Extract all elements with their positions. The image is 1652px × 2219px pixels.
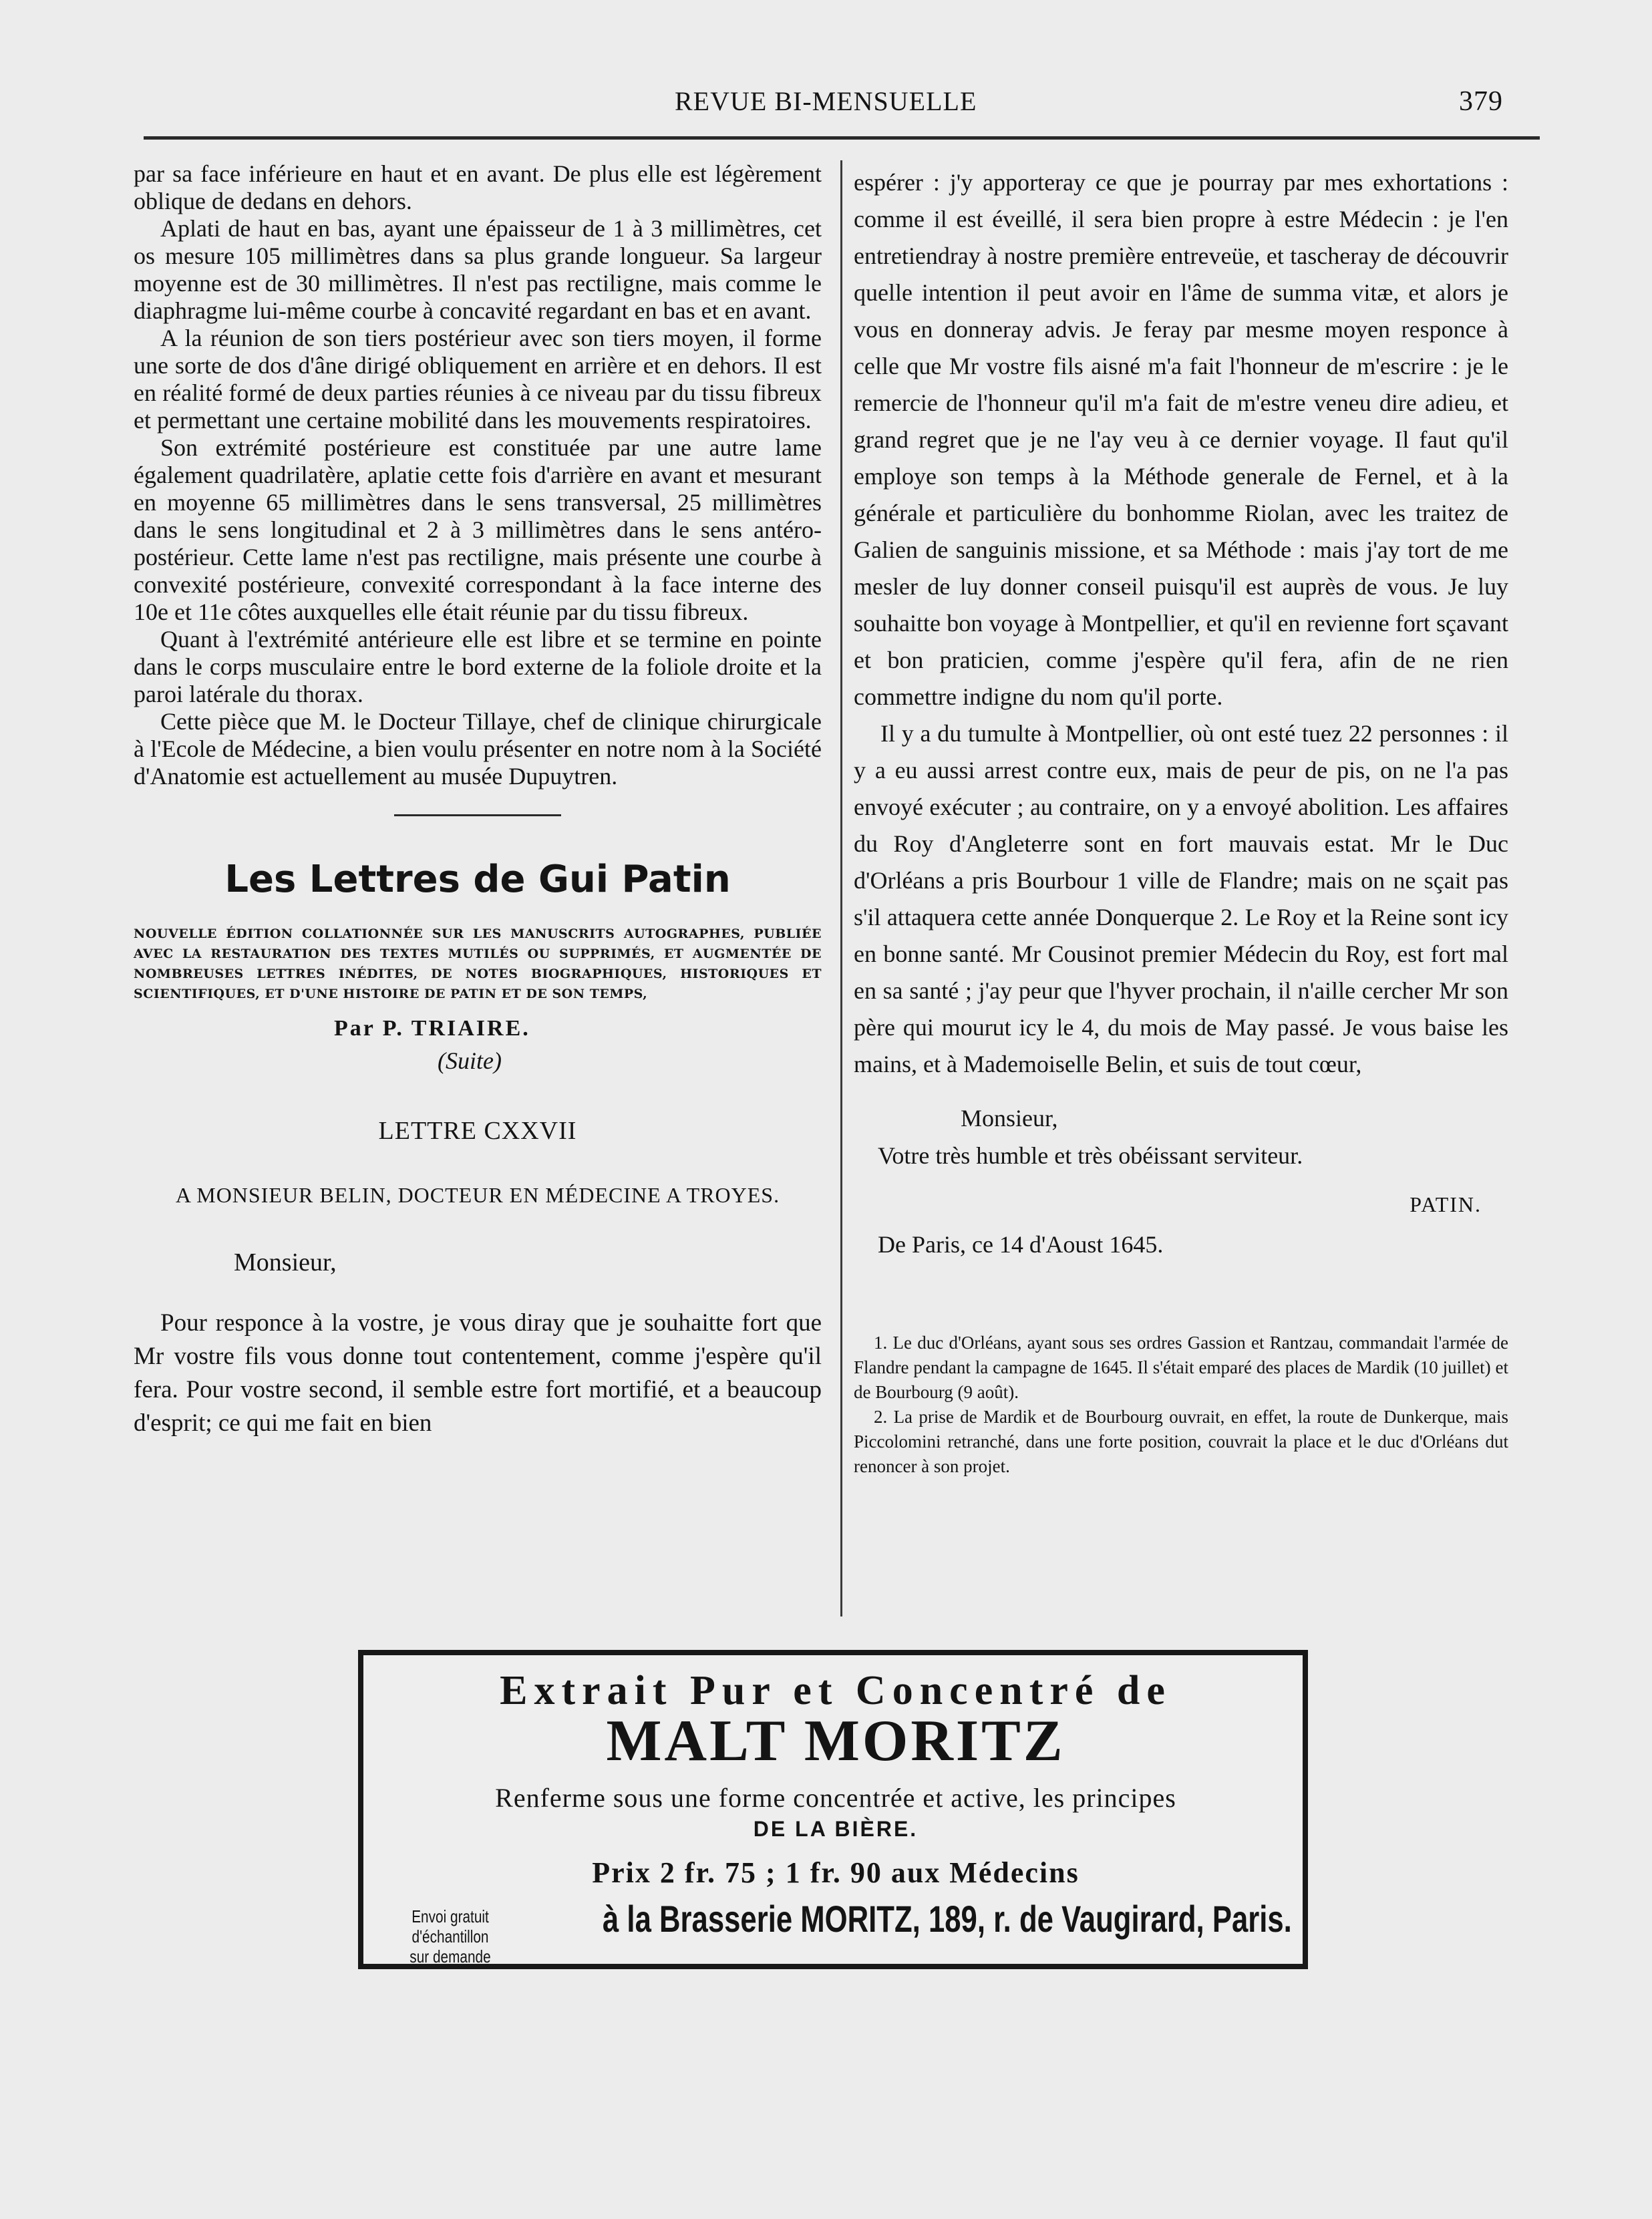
signature: PATIN. (1410, 1192, 1482, 1216)
footnote: 2. La prise de Mardik et de Bourbourg ouvrait, en effet, la route de Dunkerque, mais Piccolomini retranché, dans une forte position, couvrait la place et le duc d'Orléans dut renoncer à son projet. (854, 1407, 1508, 1476)
column-divider (840, 160, 842, 1616)
closing-salutation: Monsieur, (961, 1105, 1058, 1132)
paragraph: A la réunion de son tiers postérieur avec son tiers moyen, il forme une sorte de dos d'âne dirigé obliquement en arrière et en dehors. Il est en réalité formé de deux parties réunies à ce niveau par du tissu fibreux et permettant une certaine mobilité dans les mouvements respiratoires. (134, 325, 822, 434)
paragraph: Son extrémité postérieure est constituée par une autre lame également quadrilatère, aplatie cette fois d'arrière en avant et mesurant en moyenne 65 millimètres dans le sens transversal, 25 millimètres dans le sens longitudinal et 2 à 3 millimètres dans le sens antéro-postérieur. Cette lame n'est pas rectiligne, mais présente une courbe à convexité postérieure, convexité correspondant à la face interne des 10e et 11e côtes auxquelles elle était réunie par du tissu fibreux. (134, 434, 822, 625)
paragraph: Quant à l'extrémité antérieure elle est libre et se termine en pointe dans le corps musculaire entre le bord externe de la foliole droite et la paroi latérale du thorax. (134, 626, 822, 707)
ad-address: à la Brasserie MORITZ, 189, r. de Vaugirard, Paris. (603, 1898, 1292, 1940)
footnote: 1. Le duc d'Orléans, ayant sous ses ordres Gassion et Rantzau, commandait l'armée de Flandre pendant la campagne de 1645. Il s'était emparé des places de Mardik (10 juillet) et de Bourbourg (9 août). (854, 1333, 1508, 1402)
closing-formula: Votre très humble et très obéissant serviteur. (878, 1142, 1303, 1169)
ad-description-2: DE LA BIÈRE. (753, 1817, 919, 1841)
paragraph: Pour responce à la vostre, je vous diray que je souhaitte fort que Mr vostre fils vous donne tout contentement, comme j'espère qu'il fera. Pour vostre second, il semble estre fort mortifié, et a beaucoup d'esprit; ce qui me fait en bien (134, 1309, 822, 1437)
author-line: Par P. TRIAIRE. (334, 1016, 530, 1041)
ad-brand: MALT MORITZ (606, 1709, 1065, 1773)
ad-price: Prix 2 fr. 75 ; 1 fr. 90 aux Médecins (592, 1856, 1080, 1889)
section-subtitle: NOUVELLE ÉDITION COLLATIONNÉE SUR LES MANUSCRITS AUTOGRAPHES, PUBLIÉE AVEC LA RESTAURATION DES TEXTES MUTILÉS OU SUPPRIMÉS, ET AUGMENTÉE DE NOMBREUSES LETTRES INÉDITES, DE NOTES BIOGRAPHIQUES, HISTORIQUES ET SCIENTIFIQUES, ET D'UNE HISTOIRE DE PATIN ET DE SON TEMPS, (134, 926, 822, 1001)
ad-sample-note-line: sur demande (409, 1946, 491, 1967)
ad-sample-note (378, 1906, 522, 1967)
letter-body (134, 1307, 822, 1440)
footnotes (854, 1331, 1508, 1479)
paragraph: Il y a du tumulte à Montpellier, où ont esté tuez 22 personnes : il y a eu aussi arrest contre eux, mais de peur de pis, on ne l'a pas envoyé exécuter ; au contraire, on y a envoyé abolition. Les affaires du Roy d'Angleterre sont en fort mauvais estat. Mr le Duc d'Orléans a pris Bourbour 1 ville de Flandre; mais on ne sçait pas s'il attaquera cette année Donquerque 2. Le Roy et la Reine sont icy en bonne santé. Mr Cousinot premier Médecin du Roy, est fort mal en sa santé ; j'ay peur que l'hyver prochain, il n'aille cercher Mr son père qui mourut icy le 4, du mois de May passé. Je vous baise les mains, et à Mademoiselle Belin, et suis de tout cœur, (854, 720, 1508, 1077)
paragraph: espérer : j'y apporteray ce que je pourray par mes exhortations : comme il est éveillé, il sera bien propre à estre Médecin : je l'en entretiendray à nostre première entreveüe, et tascheray de découvrir quelle intention il peut avoir en l'âme de summa vitæ, et alors je vous en donneray advis. Je feray par mesme moyen responce à celle que Mr vostre fils aisné m'a fait l'honneur de m'escrire : je le remercie de l'honneur qu'il m'a fait de m'estre veneu dire adieu, et grand regret que je ne l'ay veu à ce dernier voyage. Il faut qu'il employe son temps à la Méthode generale de Fernel, et à la générale et particulière du bonhomme Riolan, avec les traitez de Galien de sanguinis missione, et sa Méthode : mais j'ay tort de me mesler de luy donner conseil puisqu'il est auprès de vous. Je luy souhaitte bon voyage à Montpellier, et qu'il en revienne fort sçavant et bon praticien, comme j'espère qu'il fera, afin de ne rien commettre indigne du nom qu'il porte. (854, 169, 1508, 710)
running-head (134, 86, 1536, 126)
section-title: Les Lettres de Gui Patin (224, 858, 731, 901)
paragraph: par sa face inférieure en haut et en avant. De plus elle est légèrement oblique de dedans en dehors. (134, 160, 822, 214)
left-column (134, 160, 822, 1440)
journal-title: REVUE BI-MENSUELLE (675, 86, 977, 116)
letter-date: De Paris, ce 14 d'Aoust 1645. (878, 1231, 1164, 1258)
page-number: 379 (1459, 86, 1503, 117)
advertisement-content (375, 1662, 1296, 1967)
ad-description: Renferme sous une forme concentrée et active, les principes (495, 1783, 1176, 1813)
ad-headline: Extrait Pur et Concentré de (500, 1668, 1172, 1713)
paragraph: Cette pièce que M. le Docteur Tillaye, chef de clinique chirurgicale à l'Ecole de Médecine, a bien voulu présenter en notre nom à la Société d'Anatomie est actuellement au musée Dupuytren. (134, 708, 822, 790)
letter-number: LETTRE CXXVII (378, 1117, 577, 1145)
letter-address: A MONSIEUR BELIN, DOCTEUR EN MÉDECINE A TROYES. (175, 1183, 780, 1207)
right-column (854, 164, 1508, 1479)
ad-sample-note-line: Envoi gratuit d'échantillon (411, 1906, 489, 1946)
advertisement-box (358, 1650, 1308, 1969)
section-separator (394, 814, 561, 816)
letter-salutation: Monsieur, (234, 1248, 337, 1276)
paragraph: Aplati de haut en bas, ayant une épaisseur de 1 à 3 millimètres, cet os mesure 105 millimètres dans sa plus grande longueur. Sa largeur moyenne est de 30 millimètres. Il n'est pas rectiligne, mais comme le diaphragme lui-même courbe à concavité regardant en bas et en avant. (134, 215, 822, 324)
suite-label: (Suite) (438, 1047, 502, 1074)
header-rule (144, 136, 1540, 140)
